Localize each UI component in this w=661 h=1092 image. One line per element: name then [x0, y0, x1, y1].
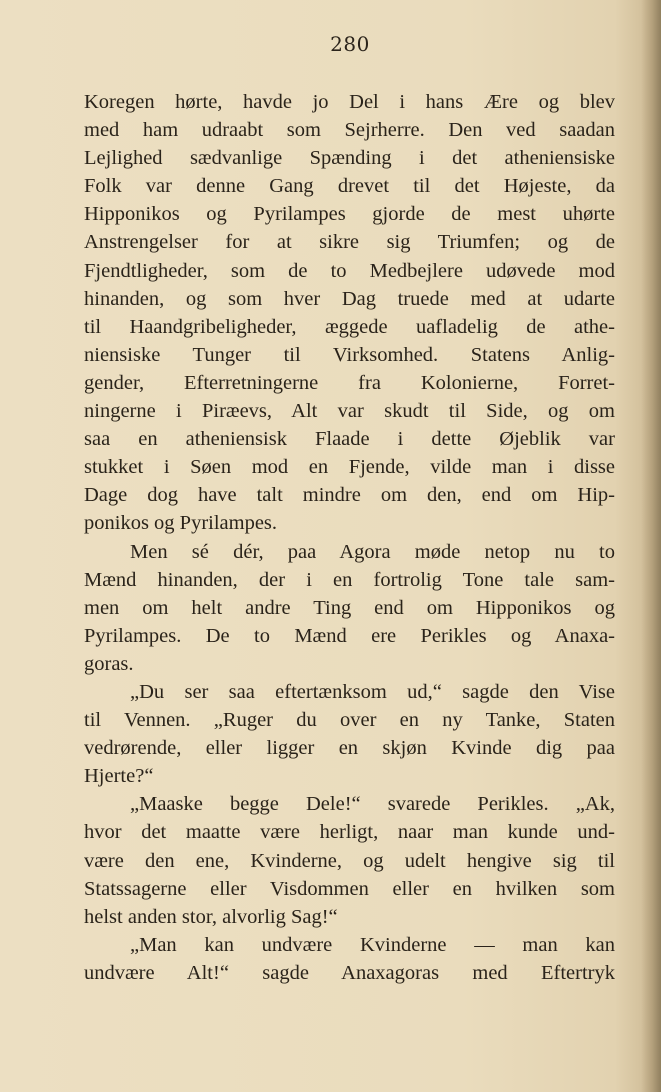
text-line: goras.	[84, 652, 134, 675]
text-line: vedrørende, eller ligger en skjøn Kvinde dig paa	[84, 737, 615, 760]
text-line: til Haandgribeligheder, æggede uafladelig de athe-	[84, 315, 615, 338]
text-line: Mænd hinanden, der i en fortrolig Tone tale sam-	[84, 568, 615, 591]
text-line: Dage dog have talt mindre om den, end om Hip-	[84, 484, 615, 507]
page-number: 280	[330, 32, 370, 56]
text-line: Men sé dér, paa Agora møde netop nu to	[130, 540, 615, 563]
text-line: Lejlighed sædvanlige Spænding i det atheniensiske	[84, 147, 615, 170]
text-line: niensiske Tunger til Virksomhed. Statens Anlig-	[84, 343, 615, 366]
text-line: „Man kan undvære Kvinderne — man kan	[130, 933, 615, 956]
text-line: saa en atheniensisk Flaade i dette Øjeblik var	[84, 428, 615, 451]
text-line: gender, Efterretningerne fra Kolonierne, Forret-	[84, 371, 615, 394]
text-line: hinanden, og som hver Dag truede med at udarte	[84, 287, 615, 310]
text-line: Hipponikos og Pyrilampes gjorde de mest uhørte	[84, 203, 615, 226]
text-line: helst anden stor, alvorlig Sag!“	[84, 905, 338, 928]
text-line: med ham udraabt som Sejrherre. Den ved saadan	[84, 119, 615, 142]
text-line: Hjerte?“	[84, 765, 154, 788]
text-line: ponikos og Pyrilampes.	[84, 512, 278, 535]
page-edge-shadow	[641, 0, 661, 1092]
text-line: „Maaske begge Dele!“ svarede Perikles. „Ak,	[130, 793, 615, 816]
text-line: Folk var denne Gang drevet til det Højeste, da	[84, 175, 615, 198]
text-line: undvære Alt!“ sagde Anaxagoras med Eftertryk	[84, 961, 615, 984]
text-line: hvor det maatte være herligt, naar man kunde und-	[84, 821, 615, 844]
text-line: Fjendtligheder, som de to Medbejlere udøvede mod	[84, 259, 615, 282]
text-line: til Vennen. „Ruger du over en ny Tanke, Staten	[84, 709, 615, 732]
text-line: stukket i Søen mod en Fjende, vilde man i disse	[84, 456, 615, 479]
text-line: ningerne i Piræevs, Alt var skudt til Side, og om	[84, 400, 615, 423]
text-line: Statssagerne eller Visdommen eller en hvilken som	[84, 877, 615, 900]
text-line: Anstrengelser for at sikre sig Triumfen; og de	[84, 231, 615, 254]
text-line: men om helt andre Ting end om Hipponikos og	[84, 596, 615, 619]
body-text	[84, 88, 615, 987]
text-line: Koregen hørte, havde jo Del i hans Ære og blev	[84, 91, 615, 113]
text-line: være den ene, Kvinderne, og udelt hengive sig til	[84, 849, 615, 872]
text-line: Pyrilampes. De to Mænd ere Perikles og Anaxa-	[84, 624, 615, 647]
text-line: „Du ser saa eftertænksom ud,“ sagde den Vise	[130, 680, 615, 703]
